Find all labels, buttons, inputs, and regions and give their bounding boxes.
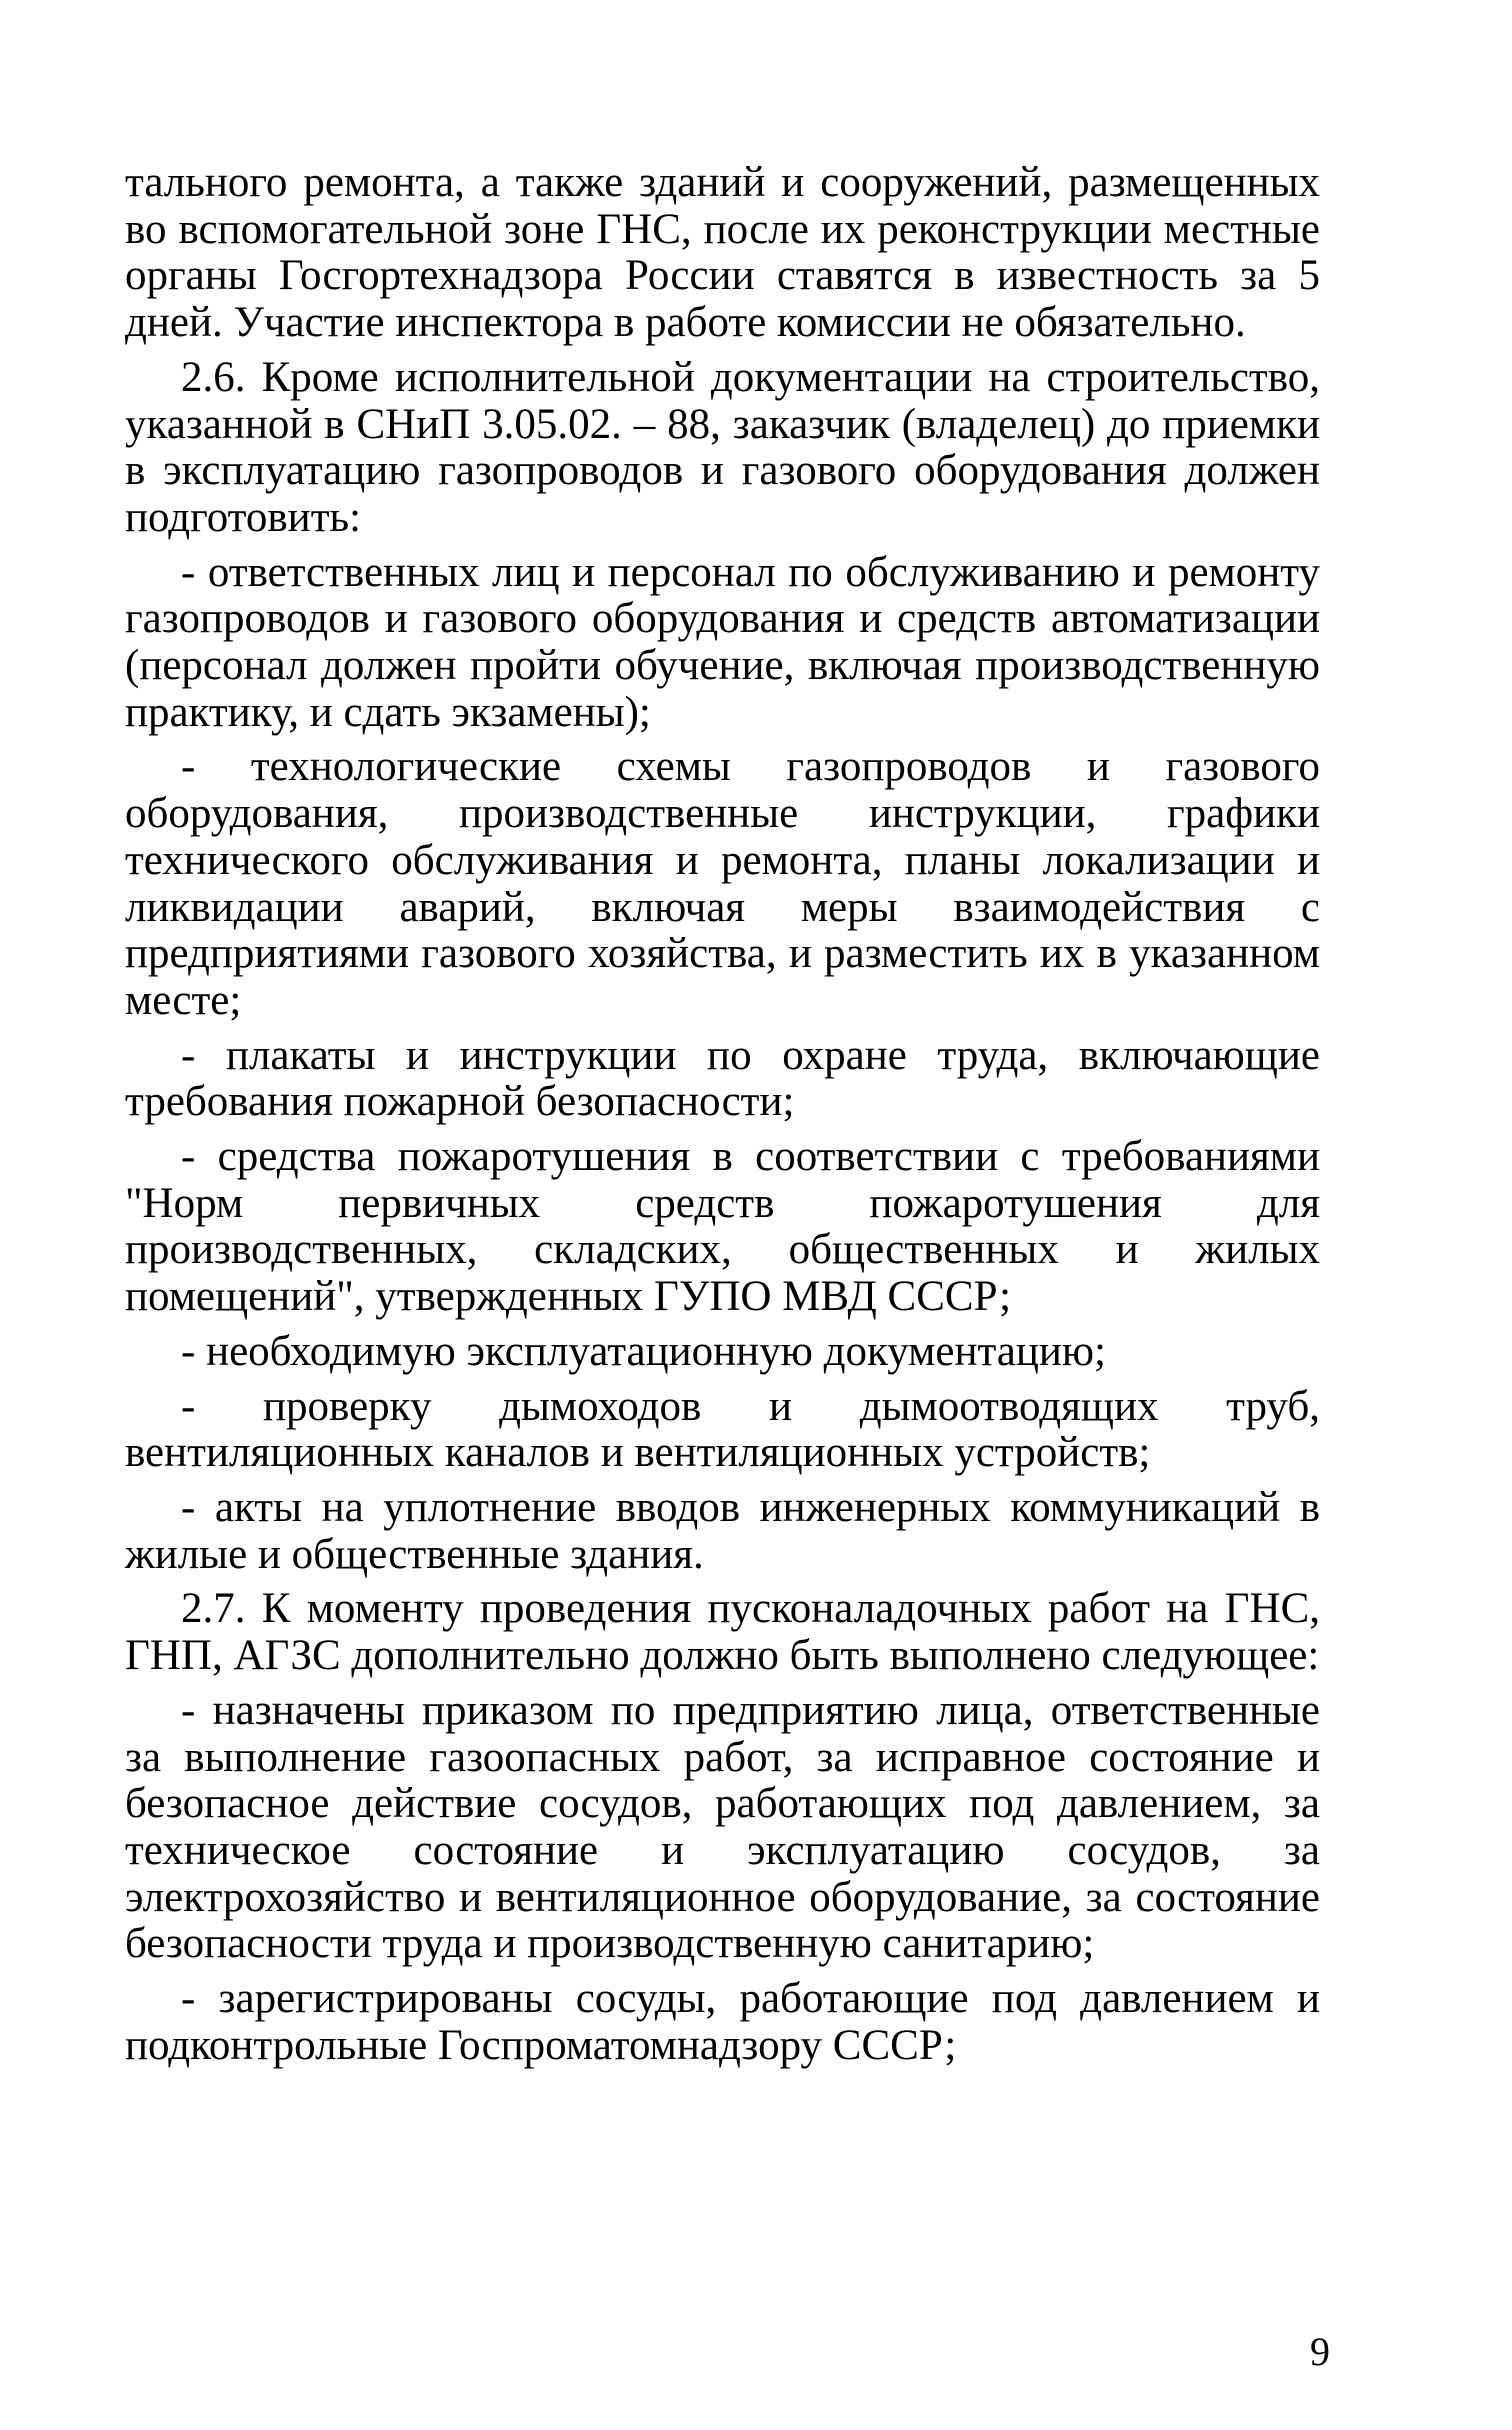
page-number: 9 bbox=[1310, 2329, 1330, 2374]
list-item-fire-extinguishing: - средства пожаротушения в соответствии с требованиями "Норм первичных средств пожаротушения для производственных, складских, общественных и жилых помещений", утвержденных ГУПО МВД СССР; bbox=[125, 1133, 1320, 1321]
list-item-technological-schemes: - технологические схемы газопроводов и газового оборудования, производственные инструкции, графики технического обслуживания и ремонта, планы локализации и ликвидации аварий, включая меры взаимодействия с предприятиями газового хозяйства, и разместить их в указанном месте; bbox=[125, 743, 1320, 1024]
list-item-chimney-check: - проверку дымоходов и дымоотводящих труб, вентиляционных каналов и вентиляционных устройств; bbox=[125, 1382, 1320, 1477]
paragraph-2-7: 2.7. К моменту проведения пусконаладочных работ на ГНС, ГНП, АГЗС дополнительно должно быть выполнено следующее: bbox=[125, 1585, 1320, 1680]
list-item-appointed-persons: - назначены приказом по предприятию лица, ответственные за выполнение газоопасных работ, за исправное состояние и безопасное действие сосудов, работающих под давлением, за техническое состояние и эксплуатацию сосудов, за электрохозяйство и вентиляционное оборудование, за состояние безопасности труда и производственную санитарию; bbox=[125, 1686, 1320, 1968]
list-item-posters: - плакаты и инструкции по охране труда, включающие требования пожарной безопасности; bbox=[125, 1031, 1320, 1126]
list-item-sealing-acts: - акты на уплотнение вводов инженерных коммуникаций в жилые и общественные здания. bbox=[125, 1483, 1320, 1578]
list-item-responsible-persons: - ответственных лиц и персонал по обслуживанию и ремонту газопроводов и газового оборудования и средств автоматизации (персонал должен пройти обучение, включая производственную практику, и сдать экзамены); bbox=[125, 548, 1320, 736]
list-item-documentation: - необходимую эксплуатационную документацию; bbox=[181, 1327, 1106, 1375]
paragraph-2-6: 2.6. Кроме исполнительной документации на строительство, указанной в СНиП 3.05.02. – 88, заказчик (владелец) до приемки в эксплуатацию газопроводов и газового оборудования должен подготовить: bbox=[125, 353, 1320, 541]
page-body bbox=[125, 160, 1320, 2069]
list-item-registered-vessels: - зарегистрированы сосуды, работающие под давлением и подконтрольные Госпроматомнадзору СССР; bbox=[125, 1975, 1320, 2069]
paragraph-continuation: тального ремонта, а также зданий и сооружений, размещенных во вспомогательной зоне ГНС, после их реконструкции местные органы Госгортехнадзора России ставятся в известность за 5 дней. Участие инспектора в работе комиссии не обязательно. bbox=[125, 159, 1320, 347]
